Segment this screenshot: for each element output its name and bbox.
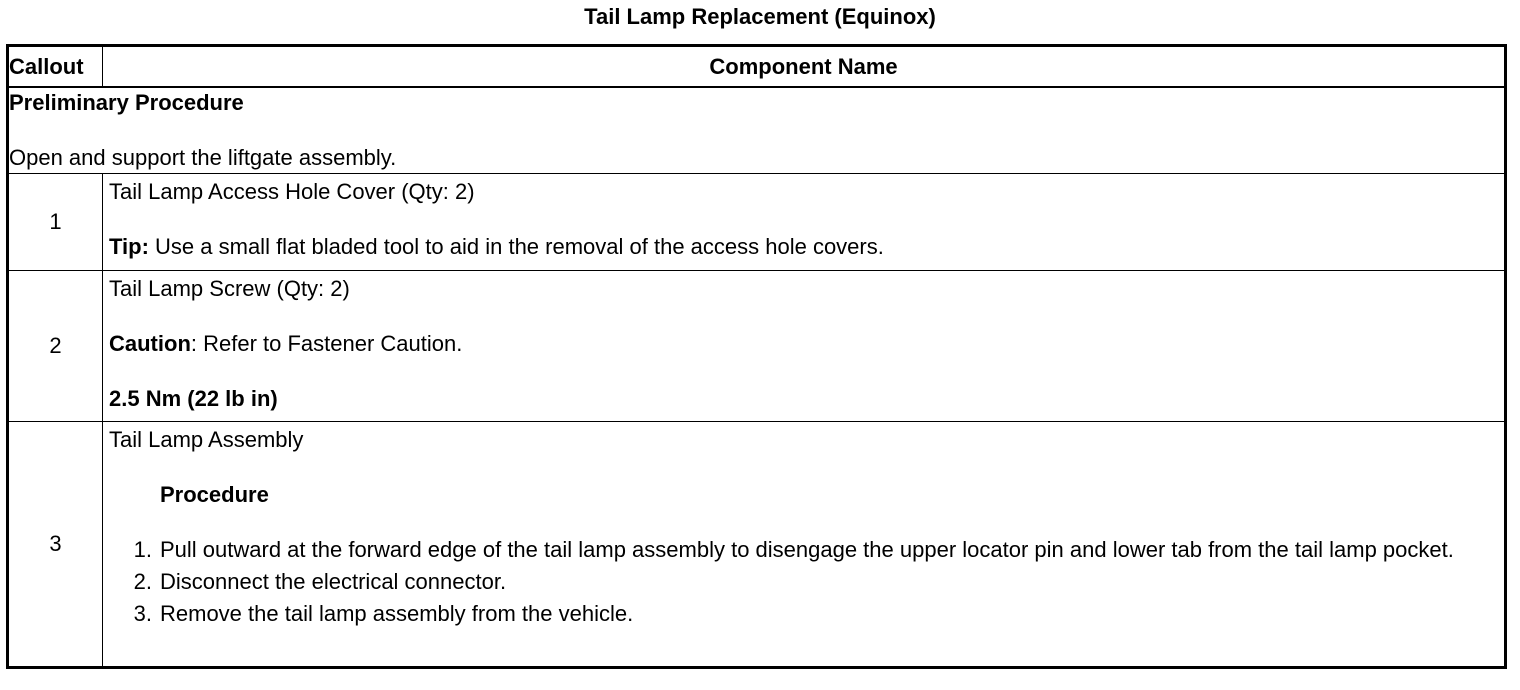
table-header-row bbox=[8, 46, 1506, 88]
component-name-column-header: Component Name bbox=[103, 46, 1506, 88]
procedure-steps bbox=[109, 536, 1498, 628]
table-row bbox=[8, 422, 1506, 668]
step-text: Remove the tail lamp assembly from the vehicle. bbox=[160, 601, 634, 626]
preliminary-procedure-cell bbox=[8, 87, 1506, 174]
page-title: Tail Lamp Replacement (Equinox) bbox=[584, 4, 936, 29]
preliminary-procedure-heading: Preliminary Procedure bbox=[9, 90, 244, 115]
tip-text: Use a small flat bladed tool to aid in the removal of the access hole covers. bbox=[148, 234, 884, 259]
procedure-heading: Procedure bbox=[160, 482, 269, 507]
preliminary-procedure-text: Open and support the liftgate assembly. bbox=[9, 145, 397, 170]
caution-label: Caution bbox=[109, 331, 191, 356]
callout-column-header: Callout bbox=[8, 46, 103, 88]
component-name: Tail Lamp Access Hole Cover (Qty: 2) bbox=[109, 179, 475, 204]
step-number: 1. bbox=[133, 537, 152, 562]
component-name: Tail Lamp Assembly bbox=[109, 427, 304, 452]
torque-spec: 2.5 Nm (22 lb in) bbox=[109, 386, 278, 411]
table-row bbox=[8, 174, 1506, 271]
caution-text: : Refer to Fastener Caution. bbox=[190, 331, 463, 356]
list-item bbox=[133, 600, 1498, 628]
callout-number: 2 bbox=[8, 271, 103, 422]
callout-number: 1 bbox=[8, 174, 103, 271]
list-item bbox=[133, 568, 1498, 596]
callout-number: 3 bbox=[8, 422, 103, 668]
component-cell bbox=[103, 271, 1506, 422]
step-number: 3. bbox=[133, 601, 152, 626]
component-cell bbox=[103, 174, 1506, 271]
procedure-table bbox=[6, 44, 1507, 669]
step-text: Disconnect the electrical connector. bbox=[160, 569, 507, 594]
caution-note bbox=[109, 330, 1498, 358]
preliminary-procedure-row bbox=[8, 87, 1506, 174]
tip-label: Tip: bbox=[109, 234, 149, 259]
component-name: Tail Lamp Screw (Qty: 2) bbox=[109, 276, 350, 301]
step-number: 2. bbox=[133, 569, 152, 594]
tip-note bbox=[109, 233, 1498, 261]
table-row bbox=[8, 271, 1506, 422]
step-text: Pull outward at the forward edge of the tail lamp assembly to disengage the upper locator pin and lower tab from the tail lamp pocket. bbox=[160, 537, 1454, 562]
component-cell bbox=[103, 422, 1506, 668]
list-item bbox=[133, 536, 1498, 564]
